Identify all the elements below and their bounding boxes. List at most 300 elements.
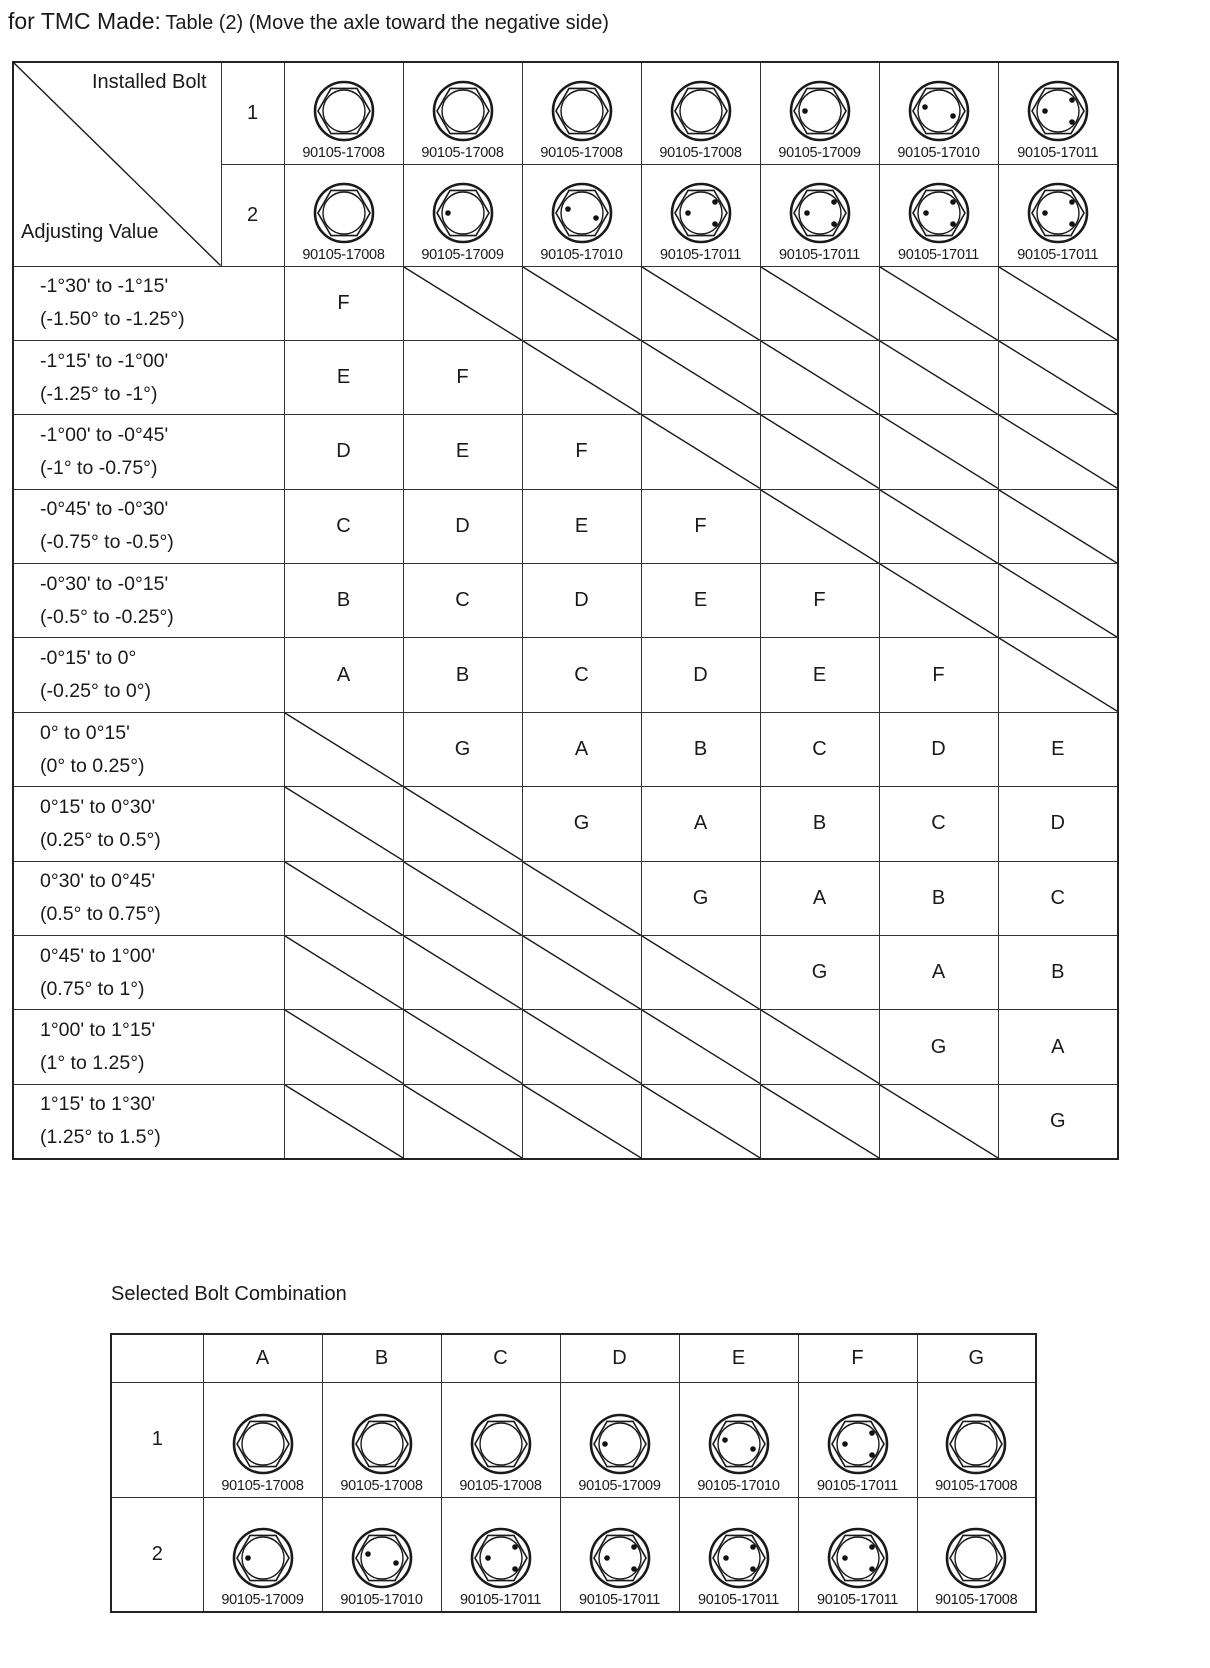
mark-dot — [602, 1441, 608, 1447]
empty-cell — [641, 936, 760, 1010]
mark-dot — [393, 1560, 399, 1566]
combination-letter: D — [641, 638, 760, 712]
bolt-cell — [879, 164, 998, 266]
combo-caption: Selected Bolt Combination — [111, 1283, 347, 1305]
bolt-cell — [441, 1382, 560, 1497]
adjusting-row — [13, 489, 1118, 563]
empty-cell — [760, 1010, 879, 1084]
not-applicable-slash — [404, 1010, 522, 1083]
empty-cell — [879, 1084, 998, 1158]
not-applicable-slash — [523, 862, 641, 935]
part-number: 90105-17009 — [578, 1477, 661, 1494]
empty-cell — [879, 266, 998, 340]
mark-dot — [631, 1544, 637, 1550]
not-applicable-slash — [404, 267, 522, 340]
not-applicable-slash — [285, 1085, 403, 1158]
combination-letter: D — [522, 564, 641, 638]
not-applicable-slash — [642, 341, 760, 414]
bolt-position-number: 2 — [221, 164, 284, 266]
empty-cell — [284, 1010, 403, 1084]
adjusting-range-degrees: (0.75° to 1°) — [40, 977, 145, 1000]
bolt-cell — [760, 164, 879, 266]
adjusting-range-degrees: (1.25° to 1.5°) — [40, 1126, 161, 1149]
empty-cell — [879, 564, 998, 638]
bolt-head-icon — [1026, 79, 1090, 143]
empty-cell — [641, 340, 760, 414]
mark-dot — [604, 1555, 610, 1561]
adjusting-value — [13, 266, 284, 340]
not-applicable-slash — [880, 341, 998, 414]
combination-letter: B — [998, 936, 1118, 1010]
part-number: 90105-17008 — [540, 144, 623, 161]
adjusting-value — [13, 1010, 284, 1084]
combination-letter: C — [998, 861, 1118, 935]
adjusting-range-minutes: -0°45' to -0°30' — [40, 498, 169, 521]
adjusting-range-degrees: (1° to 1.25°) — [40, 1052, 145, 1075]
bolt-cell — [917, 1382, 1036, 1497]
empty-cell — [284, 712, 403, 786]
not-applicable-slash — [999, 564, 1118, 637]
bolt-position-number: 1 — [221, 62, 284, 164]
empty-cell — [641, 1010, 760, 1084]
combination-letter: G — [641, 861, 760, 935]
bolt-head-icon — [944, 1412, 1008, 1476]
not-applicable-slash — [523, 267, 641, 340]
combination-letter: A — [522, 712, 641, 786]
not-applicable-slash — [642, 1085, 760, 1158]
adjusting-range-minutes: 0°30' to 0°45' — [40, 870, 156, 893]
empty-cell — [760, 415, 879, 489]
adjusting-row — [13, 712, 1118, 786]
combination-letter-header: F — [798, 1334, 917, 1382]
not-applicable-slash — [523, 341, 641, 414]
part-number: 90105-17010 — [897, 144, 980, 161]
mark-dot — [831, 221, 837, 227]
not-applicable-slash — [285, 862, 403, 935]
bolt-head-icon — [231, 1412, 295, 1476]
not-applicable-slash — [523, 1010, 641, 1083]
mark-dot — [512, 1566, 518, 1572]
adjusting-row — [13, 936, 1118, 1010]
adjusting-range-minutes: 0°15' to 0°30' — [40, 795, 156, 818]
bolt-head-icon — [550, 181, 614, 245]
adjusting-range-minutes: -1°30' to -1°15' — [40, 275, 169, 298]
combination-letter: D — [879, 712, 998, 786]
adjusting-range-minutes: -0°30' to -0°15' — [40, 572, 169, 595]
adjusting-row — [13, 415, 1118, 489]
empty-cell — [879, 340, 998, 414]
mark-dot — [723, 1555, 729, 1561]
bolt-head-icon — [669, 181, 733, 245]
adjusting-range-minutes: -0°15' to 0° — [40, 647, 137, 670]
combination-letter: E — [284, 340, 403, 414]
empty-cell — [641, 266, 760, 340]
mark-dot — [750, 1544, 756, 1550]
bolt-combination-table — [110, 1333, 1037, 1613]
empty-cell — [284, 1084, 403, 1158]
bolt-head-icon — [1026, 181, 1090, 245]
part-number: 90105-17008 — [340, 1477, 423, 1494]
empty-cell — [403, 1084, 522, 1158]
empty-cell — [403, 1010, 522, 1084]
combination-letter: B — [879, 861, 998, 935]
combination-letter: F — [522, 415, 641, 489]
part-number: 90105-17008 — [935, 1477, 1018, 1494]
bolt-head-icon — [431, 181, 495, 245]
combination-letter-header: B — [322, 1334, 441, 1382]
not-applicable-slash — [999, 415, 1118, 488]
not-applicable-slash — [642, 936, 760, 1009]
combination-letter: B — [760, 787, 879, 861]
combination-letter: G — [879, 1010, 998, 1084]
combination-letter: F — [760, 564, 879, 638]
bolt-cell — [403, 164, 522, 266]
combination-letter-header: C — [441, 1334, 560, 1382]
combination-letter: G — [998, 1084, 1118, 1158]
bolt-cell — [560, 1382, 679, 1497]
part-number: 90105-17011 — [897, 246, 980, 263]
not-applicable-slash — [404, 787, 522, 860]
mark-dot — [631, 1566, 637, 1572]
adjusting-row — [13, 1010, 1118, 1084]
mark-dot — [565, 206, 571, 212]
mark-dot — [1069, 221, 1075, 227]
part-number: 90105-17011 — [1017, 246, 1099, 263]
mark-dot — [869, 1452, 875, 1458]
mark-dot — [485, 1555, 491, 1561]
bolt-cell — [522, 62, 641, 164]
not-applicable-slash — [880, 564, 998, 637]
bolt-position-number: 1 — [111, 1382, 203, 1497]
adjusting-range-minutes: 0°45' to 1°00' — [40, 944, 156, 967]
part-number: 90105-17008 — [302, 246, 385, 263]
adjusting-row — [13, 266, 1118, 340]
mark-dot — [1069, 119, 1075, 125]
combination-letter: F — [879, 638, 998, 712]
not-applicable-slash — [642, 415, 760, 488]
combination-letter: A — [760, 861, 879, 935]
bolt-cell — [679, 1497, 798, 1612]
adjusting-range-degrees: (0.5° to 0.75°) — [40, 903, 161, 926]
combination-letter: A — [284, 638, 403, 712]
empty-cell — [522, 1084, 641, 1158]
bolt-cell — [879, 62, 998, 164]
part-number: 90105-17009 — [421, 246, 504, 263]
combination-letter: A — [879, 936, 998, 1010]
bolt-cell — [522, 164, 641, 266]
mark-dot — [1069, 199, 1075, 205]
title-main: for TMC Made: — [8, 8, 161, 34]
combination-letter: G — [403, 712, 522, 786]
empty-cell — [403, 936, 522, 1010]
empty-cell — [641, 1084, 760, 1158]
bolt-head-icon — [350, 1526, 414, 1590]
not-applicable-slash — [761, 1085, 879, 1158]
part-number: 90105-17008 — [421, 144, 504, 161]
bolt-head-icon — [550, 79, 614, 143]
combination-letter: E — [522, 489, 641, 563]
empty-cell — [998, 489, 1118, 563]
bolt-cell — [284, 62, 403, 164]
mark-dot — [685, 210, 691, 216]
bolt-position-number: 2 — [111, 1497, 203, 1612]
bolt-head-icon — [707, 1526, 771, 1590]
adjusting-value — [13, 936, 284, 1010]
not-applicable-slash — [642, 1010, 760, 1083]
not-applicable-slash — [880, 267, 998, 340]
mark-dot — [365, 1551, 371, 1557]
empty-cell — [403, 787, 522, 861]
empty-cell — [760, 1084, 879, 1158]
mark-dot — [950, 199, 956, 205]
not-applicable-slash — [880, 490, 998, 563]
empty-cell — [879, 489, 998, 563]
combination-letter: C — [284, 489, 403, 563]
bolt-head-icon — [588, 1412, 652, 1476]
mark-dot — [445, 210, 451, 216]
combination-letter: D — [998, 787, 1118, 861]
bolt-head-icon — [231, 1526, 295, 1590]
combo-corner — [111, 1334, 203, 1382]
not-applicable-slash — [999, 638, 1118, 711]
bolt-cell — [760, 62, 879, 164]
adjusting-value — [13, 564, 284, 638]
bolt-cell — [998, 164, 1118, 266]
installed-bolt-row — [13, 62, 1118, 164]
mark-dot — [712, 199, 718, 205]
empty-cell — [284, 936, 403, 1010]
mark-dot — [842, 1441, 848, 1447]
part-number: 90105-17008 — [459, 1477, 542, 1494]
mark-dot — [923, 210, 929, 216]
bolt-cell — [560, 1497, 679, 1612]
mark-dot — [869, 1544, 875, 1550]
empty-cell — [522, 936, 641, 1010]
bolt-head-icon — [707, 1412, 771, 1476]
adjusting-row — [13, 861, 1118, 935]
mark-dot — [750, 1566, 756, 1572]
combination-letter: C — [760, 712, 879, 786]
part-number: 90105-17008 — [221, 1477, 304, 1494]
mark-dot — [950, 221, 956, 227]
mark-dot — [842, 1555, 848, 1561]
bolt-cell — [203, 1382, 322, 1497]
combination-letter: E — [641, 564, 760, 638]
combo-bolt-row — [111, 1497, 1036, 1612]
empty-cell — [284, 861, 403, 935]
bolt-head-icon — [788, 79, 852, 143]
adjusting-row — [13, 1084, 1118, 1158]
combination-letter-header: G — [917, 1334, 1036, 1382]
adjusting-range-degrees: (-0.5° to -0.25°) — [40, 605, 174, 628]
combination-letter: G — [760, 936, 879, 1010]
bolt-head-icon — [669, 79, 733, 143]
combination-letter: C — [522, 638, 641, 712]
adjusting-value — [13, 1084, 284, 1158]
empty-cell — [998, 340, 1118, 414]
combination-letter: D — [284, 415, 403, 489]
mark-dot — [512, 1544, 518, 1550]
adjusting-value — [13, 787, 284, 861]
not-applicable-slash — [404, 862, 522, 935]
part-number: 90105-17011 — [778, 246, 861, 263]
mark-dot — [922, 104, 928, 110]
bolt-cell — [203, 1497, 322, 1612]
not-applicable-slash — [761, 490, 879, 563]
bolt-head-icon — [350, 1412, 414, 1476]
not-applicable-slash — [642, 267, 760, 340]
adjusting-value-label: Adjusting Value — [21, 220, 159, 243]
not-applicable-slash — [999, 341, 1118, 414]
not-applicable-slash — [761, 1010, 879, 1083]
empty-cell — [403, 266, 522, 340]
not-applicable-slash — [285, 787, 403, 860]
bolt-head-icon — [469, 1526, 533, 1590]
adjusting-value — [13, 489, 284, 563]
bolt-cell — [998, 62, 1118, 164]
part-number: 90105-17010 — [340, 1592, 423, 1608]
part-number: 90105-17011 — [659, 246, 742, 263]
adjusting-range-degrees: (0.25° to 0.5°) — [40, 828, 161, 851]
bolt-cell — [798, 1497, 917, 1612]
adjusting-range-minutes: 1°15' to 1°30' — [40, 1093, 156, 1116]
empty-cell — [998, 564, 1118, 638]
corner-header — [13, 62, 221, 266]
mark-dot — [831, 199, 837, 205]
combination-letter: E — [998, 712, 1118, 786]
combination-letter: E — [760, 638, 879, 712]
not-applicable-slash — [523, 936, 641, 1009]
bolt-head-icon — [826, 1412, 890, 1476]
combination-letter: E — [403, 415, 522, 489]
bolt-cell — [641, 164, 760, 266]
combination-letter-header: A — [203, 1334, 322, 1382]
bolt-head-icon — [312, 79, 376, 143]
adjusting-row — [13, 564, 1118, 638]
combination-letter: A — [641, 787, 760, 861]
bolt-cell — [917, 1497, 1036, 1612]
bolt-cell — [679, 1382, 798, 1497]
combination-letter: F — [403, 340, 522, 414]
part-number: 90105-17011 — [459, 1592, 542, 1608]
combination-letter: B — [641, 712, 760, 786]
part-number: 90105-17009 — [778, 144, 861, 161]
empty-cell — [998, 415, 1118, 489]
combo-bolt-row — [111, 1382, 1036, 1497]
bolt-head-icon — [944, 1526, 1008, 1590]
title-sub: Table (2) (Move the axle toward the negative side) — [165, 12, 609, 34]
adjusting-range-minutes: -1°15' to -1°00' — [40, 349, 169, 372]
combination-letter: D — [403, 489, 522, 563]
adjusting-range-degrees: (-1.25° to -1°) — [40, 382, 158, 405]
empty-cell — [522, 861, 641, 935]
installed-bolt-label: Installed Bolt — [91, 71, 207, 93]
combination-letter-header: E — [679, 1334, 798, 1382]
adjusting-row — [13, 638, 1118, 712]
bolt-head-icon — [469, 1412, 533, 1476]
empty-cell — [998, 266, 1118, 340]
adjusting-range-degrees: (-1.50° to -1.25°) — [40, 308, 185, 331]
not-applicable-slash — [761, 415, 879, 488]
part-number: 90105-17011 — [578, 1592, 661, 1608]
part-number: 90105-17008 — [935, 1592, 1018, 1608]
mark-dot — [593, 215, 599, 221]
empty-cell — [760, 340, 879, 414]
part-number: 90105-17008 — [302, 144, 385, 161]
mark-dot — [869, 1566, 875, 1572]
part-number: 90105-17011 — [816, 1592, 899, 1608]
adjusting-value — [13, 415, 284, 489]
main-grid — [12, 61, 1119, 1160]
combination-letter: G — [522, 787, 641, 861]
adjusting-range-degrees: (-0.25° to 0°) — [40, 680, 151, 703]
adjusting-row — [13, 340, 1118, 414]
bolt-cell — [322, 1382, 441, 1497]
combination-letter-header: D — [560, 1334, 679, 1382]
not-applicable-slash — [285, 1010, 403, 1083]
not-applicable-slash — [999, 490, 1118, 563]
adjusting-range-degrees: (0° to 0.25°) — [40, 754, 145, 777]
not-applicable-slash — [761, 341, 879, 414]
mark-dot — [722, 1437, 728, 1443]
combination-letter: B — [403, 638, 522, 712]
mark-dot — [804, 210, 810, 216]
adjusting-range-minutes: -1°00' to -0°45' — [40, 423, 169, 446]
mark-dot — [1042, 108, 1048, 114]
not-applicable-slash — [404, 1085, 522, 1158]
part-number: 90105-17010 — [540, 246, 623, 263]
empty-cell — [284, 787, 403, 861]
not-applicable-slash — [404, 936, 522, 1009]
empty-cell — [522, 340, 641, 414]
adjusting-range-minutes: 1°00' to 1°15' — [40, 1019, 156, 1042]
part-number: 90105-17010 — [697, 1477, 780, 1494]
adjusting-range-minutes: 0° to 0°15' — [40, 721, 130, 744]
bolt-head-icon — [788, 181, 852, 245]
part-number: 90105-17008 — [659, 144, 742, 161]
page-title — [8, 8, 609, 35]
part-number: 90105-17011 — [1017, 144, 1099, 161]
bolt-cell — [441, 1497, 560, 1612]
not-applicable-slash — [880, 1085, 998, 1158]
adjusting-value — [13, 861, 284, 935]
empty-cell — [760, 489, 879, 563]
bolt-head-icon — [431, 79, 495, 143]
combination-letter: C — [879, 787, 998, 861]
bolt-cell — [641, 62, 760, 164]
adjusting-value — [13, 712, 284, 786]
mark-dot — [1042, 210, 1048, 216]
empty-cell — [522, 266, 641, 340]
bolt-head-icon — [312, 181, 376, 245]
empty-cell — [403, 861, 522, 935]
empty-cell — [879, 415, 998, 489]
combo-header-row — [111, 1334, 1036, 1382]
adjusting-row — [13, 787, 1118, 861]
adjusting-value — [13, 638, 284, 712]
mark-dot — [1069, 97, 1075, 103]
bolt-cell — [403, 62, 522, 164]
bolt-head-icon — [907, 79, 971, 143]
mark-dot — [802, 108, 808, 114]
empty-cell — [760, 266, 879, 340]
not-applicable-slash — [285, 936, 403, 1009]
combination-letter: C — [403, 564, 522, 638]
adjustment-table — [12, 61, 1119, 1160]
adjusting-range-degrees: (-1° to -0.75°) — [40, 456, 158, 479]
bolt-head-icon — [826, 1526, 890, 1590]
mark-dot — [950, 113, 956, 119]
